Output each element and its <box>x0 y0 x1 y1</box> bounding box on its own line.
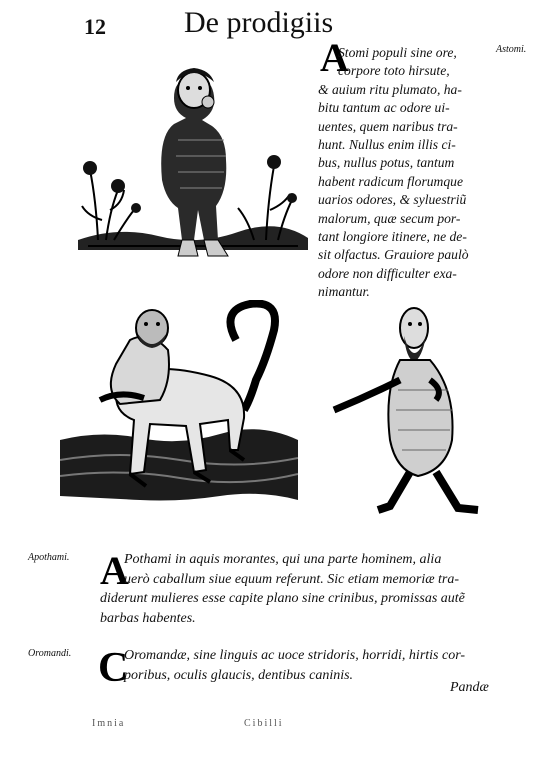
text-line: & auium ritu plumato, ha- <box>318 81 462 97</box>
text-line: bus, nullus potus, tantum <box>318 155 455 171</box>
text-line: habent radicum florumque <box>318 173 463 189</box>
drop-cap-c: C <box>98 645 129 691</box>
catchword: Pandæ <box>450 680 489 695</box>
text-line: Stomi populi sine ore, <box>338 45 457 60</box>
marginal-note-astomi: Astomi. <box>496 44 527 55</box>
marginal-note-apothami: Apothami. <box>28 552 70 563</box>
paragraph-astomi <box>318 44 496 302</box>
text-line: odore non difficulter exa- <box>318 265 457 281</box>
text-line: sit olfactus. Grauiore paulò <box>318 247 469 263</box>
page-number: 12 <box>84 14 106 39</box>
text-line: Oromandæ, sine linguis ac uoce stridoris, horridi, hirtis cor- <box>124 648 466 663</box>
text-line: bitu tantum ac odore ui- <box>318 100 450 116</box>
paragraph-oromandi <box>100 646 500 685</box>
text-line: hunt. Nullus enim illis ci- <box>318 137 456 153</box>
marginal-note-oromandi: Oromandi. <box>28 648 72 659</box>
text-line: uarios odores, & syluestriũ <box>318 192 467 208</box>
text-line: uerò caballum siue equum referunt. Sic etiam memoriæ tra- <box>124 571 460 587</box>
text-line: malorum, quæ secum por- <box>318 210 461 226</box>
text-line: diderunt mulieres esse capite plano sine crinibus, promissas autẽ <box>100 591 465 607</box>
woodcut-figure-illustration <box>318 300 490 520</box>
text-line: Pothami in aquis morantes, qui una parte hominem, alia <box>124 552 442 567</box>
signature-mark: Imnia <box>92 718 126 729</box>
signature-mark: Cibilli <box>244 718 284 729</box>
text-line: nimantur. <box>318 284 370 300</box>
drop-cap-a: A <box>100 548 129 593</box>
text-line: tant longiore itinere, ne de- <box>318 229 467 245</box>
paragraph-apothami <box>100 550 500 628</box>
text-line: poribus, oculis glaucis, dentibus caninis. <box>124 667 354 683</box>
drop-cap-a: A <box>320 35 349 80</box>
text-line: barbas habentes. <box>100 610 196 626</box>
woodcut-astomi-illustration <box>78 40 308 272</box>
running-title: De prodigiis <box>184 6 334 39</box>
text-line: uentes, quem naribus tra- <box>318 118 458 134</box>
woodcut-apothami-illustration <box>60 300 298 520</box>
text-line: corpore toto hirsute, <box>338 63 450 79</box>
